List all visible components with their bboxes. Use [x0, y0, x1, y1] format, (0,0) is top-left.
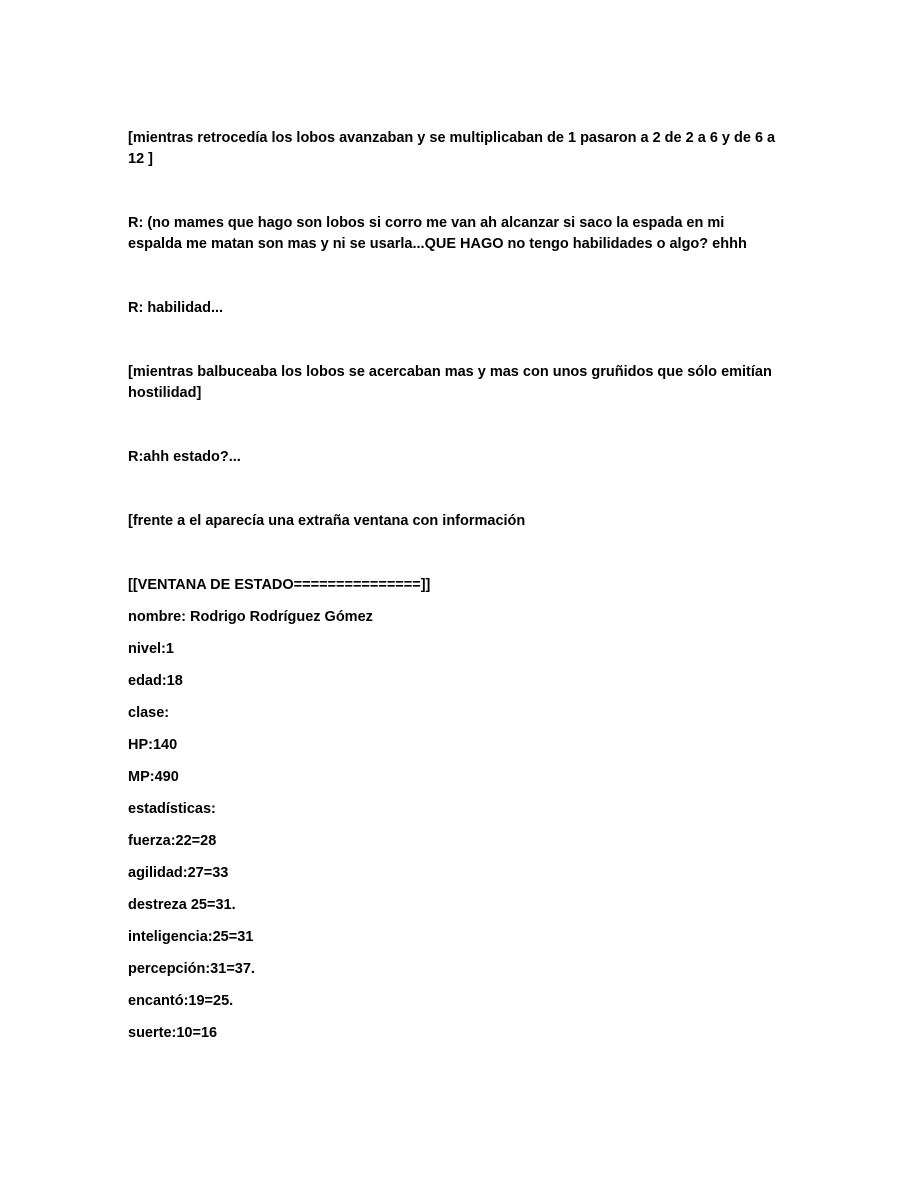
stat-perception: percepción:31=37. — [128, 961, 255, 977]
narration-retreat: [mientras retrocedía los lobos avanzaban y se multiplicaban de 1 pasaron a 2 de 2 a 6 y de 6 a 12 ] — [128, 130, 776, 167]
stat-dexterity: destreza 25=31. — [128, 897, 236, 913]
status-name: nombre: Rodrigo Rodríguez Gómez — [128, 609, 373, 625]
status-class: clase: — [128, 705, 170, 721]
status-window — [128, 575, 778, 1044]
status-level: nivel:1 — [128, 641, 174, 657]
stat-charm: encantó:19=25. — [128, 993, 234, 1009]
status-mp: MP:490 — [128, 769, 179, 785]
narration-wolves-approach: [mientras balbuceaba los lobos se acercaban mas y mas con unos gruñidos que sólo emitían hostilidad] — [128, 364, 772, 401]
narration-window-appears: [frente a el aparecía una extraña ventana con información — [128, 513, 526, 529]
status-stats-header: estadísticas: — [128, 801, 216, 817]
document-page — [128, 128, 778, 1044]
stat-strength: fuerza:22=28 — [128, 833, 217, 849]
stat-intelligence: inteligencia:25=31 — [128, 929, 254, 945]
dialogue-ability: R: habilidad... — [128, 300, 224, 316]
stat-luck: suerte:10=16 — [128, 1025, 218, 1041]
stat-agility: agilidad:27=33 — [128, 865, 229, 881]
dialogue-panic: R: (no mames que hago son lobos si corro me van ah alcanzar si saco la espada en mi espalda me matan son mas y ni se usarla...QUE HAGO no tengo habilidades o algo? ehhh — [128, 215, 747, 252]
dialogue-status: R:ahh estado?... — [128, 449, 241, 465]
status-age: edad:18 — [128, 673, 183, 689]
status-window-header: [[VENTANA DE ESTADO===============]] — [128, 577, 431, 593]
status-hp: HP:140 — [128, 737, 178, 753]
